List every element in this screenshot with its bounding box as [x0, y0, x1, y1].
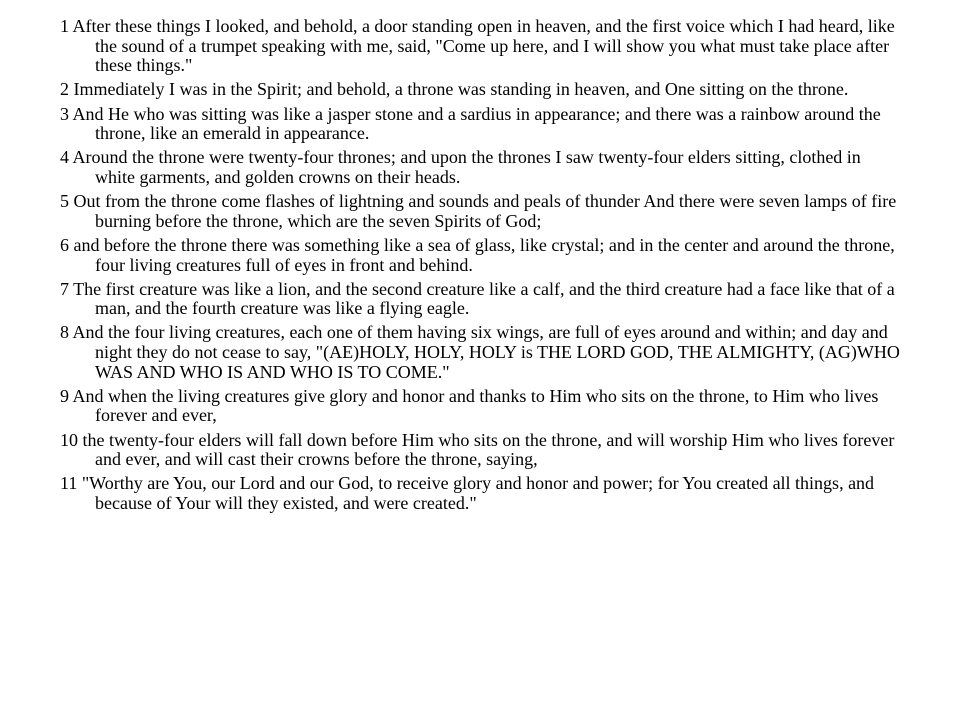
- verse-5: 5 Out from the throne come flashes of lightning and sounds and peals of thunder And there were seven lamps of fire burning before the throne, which are the seven Spirits of God;: [60, 191, 897, 231]
- verse-1: 1 After these things I looked, and behold, a door standing open in heaven, and the first voice which I had heard, like the sound of a trumpet speaking with me, said, "Come up here, and I will show you what must take place after these things.": [60, 16, 895, 76]
- verse-3: 3 And He who was sitting was like a jasper stone and a sardius in appearance; and there was a rainbow around the throne, like an emerald in appearance.: [60, 103, 881, 144]
- verse-4: 4 Around the throne were twenty-four thrones; and upon the thrones I saw twenty-four elders sitting, clothed in white garments, and golden crowns on their heads.: [60, 147, 861, 187]
- verse-7: 7 The first creature was like a lion, and the second creature like a calf, and the third creature had a face like that of a man, and the fourth creature was like a flying eagle.: [60, 278, 895, 319]
- verse-10: 10 the twenty-four elders will fall down before Him who sits on the throne, and will worship Him who lives forever and ever, and will cast their crowns before the throne, saying,: [60, 429, 895, 470]
- document-body: [60, 17, 902, 518]
- verse-9: 9 And when the living creatures give glory and honor and thanks to Him who sits on the throne, to Him who lives forever and ever,: [60, 385, 879, 426]
- verse-11: 11 "Worthy are You, our Lord and our God, to receive glory and honor and power; for You created all things, and because of Your will they existed, and were created.": [60, 473, 875, 513]
- verse-6: 6 and before the throne there was something like a sea of glass, like crystal; and in the center and around the throne, four living creatures full of eyes in front and behind.: [60, 234, 895, 275]
- verse-8: 8 And the four living creatures, each one of them having six wings, are full of eyes around and within; and day and night they do not cease to say, "(AE)HOLY, HOLY, HOLY is THE LORD GOD, THE ALMIGHTY, (AG)WHO WAS AND WHO IS AND WHO IS TO COME.": [60, 322, 900, 382]
- verse-2: 2 Immediately I was in the Spirit; and behold, a throne was standing in heaven, and One sitting on the throne.: [60, 79, 849, 100]
